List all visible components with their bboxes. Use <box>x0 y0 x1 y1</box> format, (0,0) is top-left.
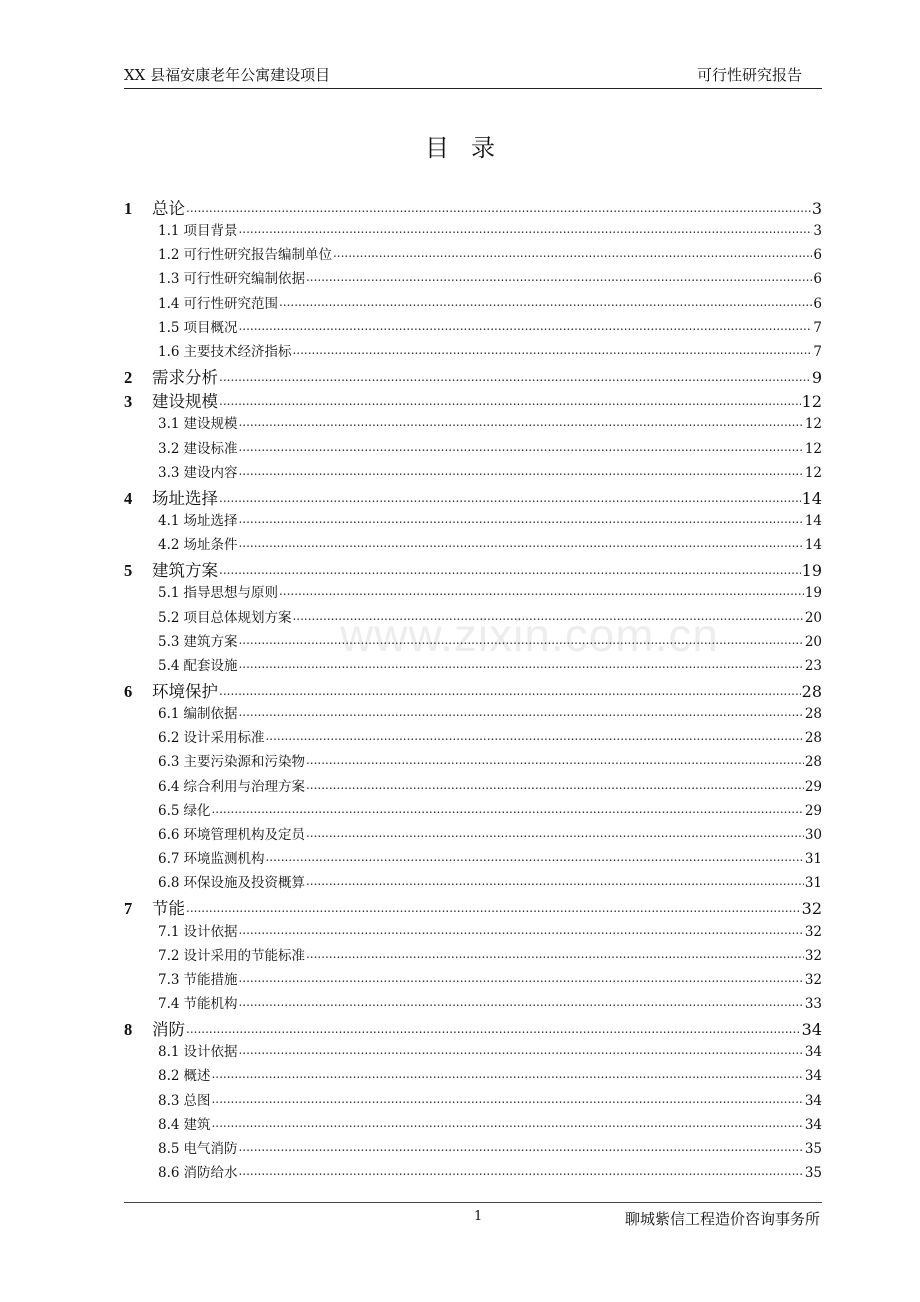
toc-entry-number: 1.1 <box>158 223 180 240</box>
toc-entry-number: 8.2 <box>158 1068 180 1085</box>
toc-leader-dots <box>238 705 803 719</box>
toc-section-entry[interactable] <box>124 606 822 626</box>
toc-entry-number: 6.8 <box>158 875 180 892</box>
toc-entry-page: 28 <box>804 706 822 723</box>
toc-chapter-entry[interactable] <box>124 678 822 702</box>
toc-entry-number: 5.3 <box>158 633 180 650</box>
toc-entry-number: 4 <box>124 488 133 508</box>
toc-entry-title: 场址选择 <box>183 512 238 529</box>
toc-entry-title: 节能机构 <box>183 995 238 1012</box>
toc-entry-number: 6.1 <box>158 706 180 723</box>
toc-leader-dots <box>238 632 803 646</box>
toc-section-entry[interactable] <box>124 1113 822 1133</box>
toc-section-entry[interactable] <box>124 509 822 529</box>
toc-entry-title: 消防给水 <box>183 1165 238 1181</box>
toc-entry-number: 6.5 <box>158 802 180 819</box>
toc-entry-page: 23 <box>804 657 822 674</box>
toc-chapter-entry[interactable] <box>124 364 822 388</box>
toc-leader-dots <box>219 391 801 408</box>
toc-entry-page: 7 <box>813 319 822 336</box>
toc-section-entry[interactable] <box>124 1137 822 1157</box>
toc-leader-dots <box>238 463 803 477</box>
watermark: www.zixin.com.cn <box>340 609 719 661</box>
toc-section-entry[interactable] <box>124 968 822 988</box>
toc-leader-dots <box>219 487 801 504</box>
toc-chapter-entry[interactable] <box>124 1016 822 1040</box>
toc-entry-page: 32 <box>804 923 822 940</box>
toc-entry-number: 1.4 <box>158 295 180 312</box>
toc-section-entry[interactable] <box>124 1064 822 1084</box>
toc-section-entry[interactable] <box>124 340 822 360</box>
toc-leader-dots <box>279 584 804 598</box>
toc-leader-dots <box>306 777 804 791</box>
toc-entry-title: 节能措施 <box>183 971 238 988</box>
toc-entry-title: 场址条件 <box>183 537 238 554</box>
toc-entry-number: 4.1 <box>158 512 180 529</box>
toc-entry-page: 35 <box>804 1165 822 1181</box>
toc-section-entry[interactable] <box>124 412 822 432</box>
toc-entry-number: 6.7 <box>158 851 180 868</box>
toc-leader-dots <box>265 850 803 864</box>
toc-entry-page: 31 <box>804 875 822 892</box>
toc-leader-dots <box>306 946 804 960</box>
toc-entry-title: 场址选择 <box>152 488 218 508</box>
toc-leader-dots <box>306 825 804 839</box>
toc-entry-title: 项目总体规划方案 <box>183 609 292 626</box>
toc-entry-title: 可行性研究范围 <box>183 295 278 312</box>
page-footer <box>124 1202 822 1233</box>
toc-section-entry[interactable] <box>124 219 822 239</box>
toc-entry-page: 12 <box>801 392 822 412</box>
toc-entry-number: 8.5 <box>158 1140 180 1157</box>
toc-entry-page: 31 <box>804 851 822 868</box>
toc-entry-number: 1.5 <box>158 319 180 336</box>
toc-entry-number: 7.2 <box>158 947 180 964</box>
toc-title: 目录 <box>425 134 517 162</box>
toc-entry-number: 6.3 <box>158 754 180 771</box>
toc-entry-title: 设计依据 <box>183 1044 238 1061</box>
toc-entry-number: 8.1 <box>158 1044 180 1061</box>
toc-entry-title: 设计依据 <box>183 923 238 940</box>
toc-entry-page: 34 <box>804 1092 822 1109</box>
toc-entry-page: 30 <box>804 826 822 843</box>
toc-leader-dots <box>238 922 803 936</box>
toc-entry-number: 7.4 <box>158 995 180 1012</box>
toc-entry-title: 编制依据 <box>183 706 238 723</box>
toc-entry-page: 12 <box>804 464 822 481</box>
toc-entry-number: 8.3 <box>158 1092 180 1109</box>
toc-entry-page: 34 <box>804 1116 822 1133</box>
toc-chapter-entry[interactable] <box>124 895 822 919</box>
toc-entry-title: 建筑 <box>183 1116 211 1133</box>
toc-entry-page: 28 <box>801 682 822 701</box>
toc-leader-dots <box>238 1043 803 1057</box>
toc-entry-title: 环境监测机构 <box>183 851 265 868</box>
toc-leader-dots <box>238 656 803 670</box>
toc-entry-page: 7 <box>813 343 822 360</box>
header-project-name: XX 县福安康老年公寓建设项目 <box>124 66 331 84</box>
toc-section-entry[interactable] <box>124 920 822 940</box>
toc-leader-dots <box>238 536 803 550</box>
toc-leader-dots <box>219 681 801 698</box>
toc-entry-page: 3 <box>811 199 822 218</box>
toc-section-entry[interactable] <box>124 533 822 553</box>
toc-chapter-entry[interactable] <box>124 557 822 581</box>
toc-entry-number: 8.6 <box>158 1165 180 1181</box>
toc-leader-dots <box>279 294 812 308</box>
toc-entry-number: 6.6 <box>158 826 180 843</box>
toc-leader-dots <box>306 270 812 284</box>
toc-section-entry[interactable] <box>124 581 822 601</box>
toc-leader-dots <box>238 415 803 429</box>
toc-section-entry[interactable] <box>124 847 822 867</box>
toc-section-entry[interactable] <box>124 1161 822 1181</box>
toc-entry-number: 7.1 <box>158 923 180 940</box>
toc-section-entry[interactable] <box>124 992 822 1012</box>
toc-section-entry[interactable] <box>124 630 822 650</box>
toc-section-entry[interactable] <box>124 1089 822 1109</box>
toc-leader-dots <box>265 729 803 743</box>
toc-section-entry[interactable] <box>124 654 822 674</box>
page-number: 1 <box>474 1209 483 1224</box>
toc-entry-number: 1.3 <box>158 271 180 288</box>
toc-entry-title: 绿化 <box>183 802 211 819</box>
toc-entry-title: 设计采用的节能标准 <box>183 947 305 964</box>
toc-entry-page: 19 <box>801 561 822 581</box>
toc-leader-dots <box>238 994 803 1008</box>
toc-section-entry[interactable] <box>124 799 822 819</box>
toc-section-entry[interactable] <box>124 750 822 770</box>
toc-entry-page: 32 <box>801 899 822 919</box>
toc-entry-page: 20 <box>804 609 822 626</box>
toc-entry-title: 电气消防 <box>183 1140 238 1157</box>
toc-entry-page: 12 <box>804 416 822 433</box>
toc-entry-title: 建设规模 <box>152 392 218 412</box>
toc-entry-number: 6.2 <box>158 730 180 747</box>
toc-leader-dots <box>238 970 803 984</box>
toc-section-entry[interactable] <box>124 292 822 312</box>
toc-entry-title: 配套设施 <box>183 657 238 674</box>
toc-entry-page: 32 <box>804 971 822 988</box>
toc-leader-dots <box>306 753 804 767</box>
toc-leader-dots <box>186 1019 801 1036</box>
toc-entry-page: 32 <box>804 947 822 964</box>
toc-leader-dots <box>238 1164 803 1178</box>
toc-entry-title: 项目背景 <box>183 223 238 240</box>
toc-entry-number: 4.2 <box>158 537 180 554</box>
toc-entry-number: 5 <box>124 561 133 581</box>
toc-entry-page: 28 <box>804 730 822 747</box>
toc-entry-title: 消防 <box>152 1020 185 1040</box>
toc-entry-page: 14 <box>804 537 822 554</box>
toc-entry-title: 可行性研究编制依据 <box>183 271 305 288</box>
toc-entry-page: 34 <box>801 1020 822 1040</box>
toc-entry-number: 1.6 <box>158 343 180 360</box>
toc-entry-page: 33 <box>804 995 822 1012</box>
toc-entry-number: 5.4 <box>158 657 180 674</box>
toc-entry-number: 3.2 <box>158 440 180 457</box>
toc-leader-dots <box>211 1115 803 1129</box>
toc-entry-title: 环保设施及投资概算 <box>183 875 305 892</box>
toc-entry-title: 节能 <box>152 899 185 919</box>
toc-leader-dots <box>333 246 812 260</box>
toc-leader-dots <box>211 1091 803 1105</box>
toc-entry-title: 需求分析 <box>152 368 218 388</box>
toc-leader-dots <box>306 874 804 888</box>
toc-entry-number: 1 <box>124 199 133 218</box>
toc-leader-dots <box>186 198 811 215</box>
toc-entry-title: 建设规模 <box>183 416 238 433</box>
toc-entry-number: 1.2 <box>158 247 180 264</box>
toc-entry-number: 3 <box>124 392 133 412</box>
toc-section-entry[interactable] <box>124 702 822 722</box>
toc-entry-title: 环境保护 <box>152 682 218 701</box>
toc-leader-dots <box>211 801 803 815</box>
toc-entry-page: 29 <box>804 802 822 819</box>
toc-entry-title: 主要技术经济指标 <box>183 343 292 360</box>
toc-chapter-entry[interactable] <box>124 388 822 412</box>
header-report-type: 可行性研究报告 <box>696 66 802 84</box>
toc-entry-page: 29 <box>804 778 822 795</box>
toc-entry-page: 14 <box>801 488 822 508</box>
toc-entry-page: 6 <box>813 271 822 288</box>
toc-entry-page: 12 <box>804 440 822 457</box>
toc-section-entry[interactable] <box>124 871 822 891</box>
toc-entry-page: 34 <box>804 1044 822 1061</box>
toc-leader-dots <box>292 608 803 622</box>
toc-entry-page: 20 <box>804 633 822 650</box>
toc-entry-title: 综合利用与治理方案 <box>183 778 305 795</box>
footer-organization: 聊城紫信工程造价咨询事务所 <box>624 1210 820 1228</box>
toc-entry-title: 项目概况 <box>183 319 238 336</box>
toc-entry-title: 可行性研究报告编制单位 <box>183 247 332 264</box>
toc-section-entry[interactable] <box>124 316 822 336</box>
toc-entry-number: 6.4 <box>158 778 180 795</box>
toc-entry-page: 14 <box>804 512 822 529</box>
toc-entry-title: 建设内容 <box>183 464 238 481</box>
toc-entry-number: 3.1 <box>158 416 180 433</box>
toc-entry-page: 6 <box>813 295 822 312</box>
toc-entry-title: 建设标准 <box>183 440 238 457</box>
toc-entry-page: 35 <box>804 1140 822 1157</box>
toc-entry-title: 总论 <box>152 199 185 218</box>
toc-section-entry[interactable] <box>124 267 822 287</box>
toc-chapter-entry[interactable] <box>124 195 822 219</box>
toc-section-entry[interactable] <box>124 461 822 481</box>
toc-leader-dots <box>238 439 803 453</box>
toc-leader-dots <box>211 1067 803 1081</box>
toc-entry-title: 环境管理机构及定员 <box>183 826 305 843</box>
toc-leader-dots <box>238 1139 803 1153</box>
toc-leader-dots <box>238 222 812 236</box>
toc-entry-number: 7 <box>124 899 133 919</box>
toc-leader-dots <box>238 318 812 332</box>
toc-entry-title: 总图 <box>183 1092 211 1109</box>
toc-section-entry[interactable] <box>124 726 822 746</box>
toc-entry-number: 7.3 <box>158 971 180 988</box>
toc-entry-title: 建筑方案 <box>183 633 238 650</box>
page-header <box>124 64 822 89</box>
toc-entry-page: 28 <box>804 754 822 771</box>
toc-entry-title: 概述 <box>183 1068 211 1085</box>
toc-entry-page: 19 <box>804 585 822 602</box>
toc-entry-number: 6 <box>124 682 133 701</box>
toc-leader-dots <box>238 511 803 525</box>
toc-section-entry[interactable] <box>124 243 822 263</box>
toc-entry-number: 2 <box>124 368 133 388</box>
toc-entry-page: 3 <box>813 223 822 240</box>
toc-entry-number: 8 <box>124 1020 133 1040</box>
toc-entry-title: 指导思想与原则 <box>183 585 278 602</box>
toc-entry-page: 34 <box>804 1068 822 1085</box>
toc-chapter-entry[interactable] <box>124 485 822 509</box>
toc-section-entry[interactable] <box>124 944 822 964</box>
toc-section-entry[interactable] <box>124 823 822 843</box>
toc-entry-title: 建筑方案 <box>152 561 218 581</box>
toc-entry-number: 5.2 <box>158 609 180 626</box>
toc-leader-dots <box>219 560 801 577</box>
toc-entry-title: 主要污染源和污染物 <box>183 754 305 771</box>
toc-entry-page: 9 <box>811 368 822 388</box>
toc-entry-number: 5.1 <box>158 585 180 602</box>
toc-leader-dots <box>186 898 801 915</box>
toc-section-entry[interactable] <box>124 437 822 457</box>
toc-entry-number: 8.4 <box>158 1116 180 1133</box>
toc-leader-dots <box>292 342 812 356</box>
toc-section-entry[interactable] <box>124 1040 822 1060</box>
toc-entry-number: 3.3 <box>158 464 180 481</box>
toc-section-entry[interactable] <box>124 775 822 795</box>
toc-leader-dots <box>219 367 811 384</box>
toc-entry-page: 6 <box>813 247 822 264</box>
toc-entry-title: 设计采用标准 <box>183 730 265 747</box>
